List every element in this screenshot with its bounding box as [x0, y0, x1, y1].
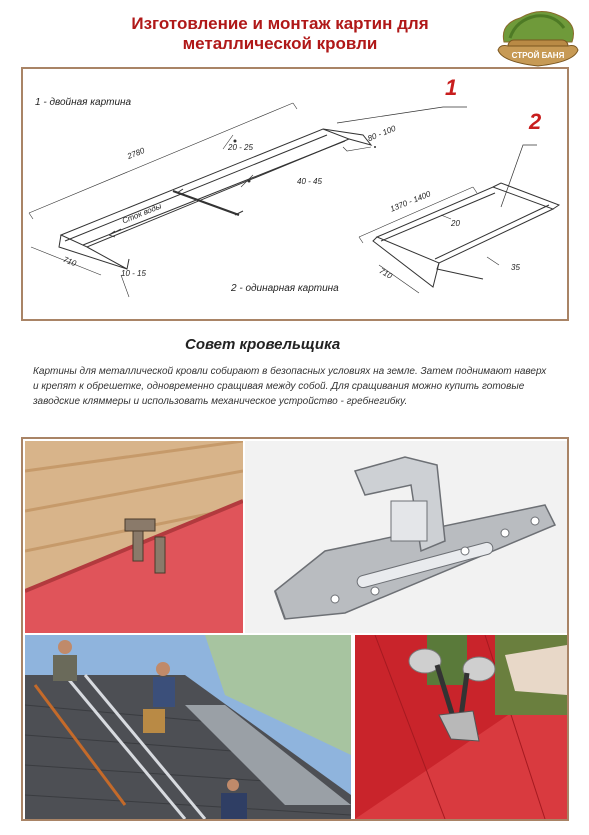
title-line-2: металлической кровли [182, 34, 378, 53]
dim-length-single: 1370 - 1400 [388, 189, 432, 214]
dim-edge-35: 35 [511, 263, 520, 272]
seam-bender-tool-photo [355, 635, 567, 819]
roofers-on-ladder-photo [25, 635, 351, 819]
logo [490, 4, 584, 74]
dim-edge-20: 20 [451, 219, 460, 228]
label-single-panel: 2 - одинарная картина [231, 283, 339, 294]
photo-panel [21, 437, 569, 821]
dim-width-710-left: 710 [61, 254, 78, 269]
marker-2: 2 [529, 109, 542, 134]
tip-text: Картины для металлической кровли собирают в безопасных условиях на земле. Затем поднимают наверх и крепят к обрешетке, одновременно сращивая между собой. Для сращивания можно купить готовые заводские кляммеры и использовать механическое устройство - гребнегибку. [33, 366, 547, 407]
dim-seam-20-25: 20 - 25 [228, 143, 253, 152]
dim-end-80-100: 80 - 100 [366, 123, 397, 144]
dim-joint-40-45: 40 - 45 [297, 177, 322, 186]
logo-text: СТРОЙ БАНЯ [511, 51, 565, 60]
page-title [70, 14, 490, 54]
dim-length-double: 2780 [125, 145, 146, 162]
diagram-panel [21, 67, 569, 321]
flow-direction-label: Сток воды [120, 201, 163, 226]
title-line-1: Изготовление и монтаж картин для [131, 14, 429, 33]
dim-edge-10-15: 10 - 15 [121, 269, 146, 278]
clamp-on-roof-photo [25, 441, 243, 633]
marker-1: 1 [445, 75, 458, 100]
dim-width-710-right: 710 [377, 266, 394, 281]
label-double-panel: 1 - двойная картина [35, 97, 132, 108]
tip-title: Совет кровельщика [185, 336, 341, 353]
metal-clamp-bracket-photo [245, 441, 567, 633]
